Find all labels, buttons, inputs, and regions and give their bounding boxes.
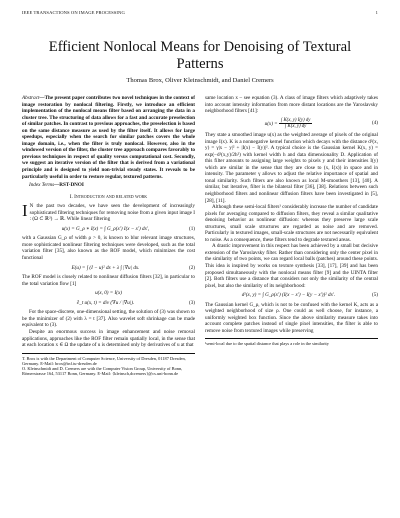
equation-5-body: d²(x, y) = ∫ G_ρ(x′) (I(x − x′) − I(y − x′))² dx′. [241,292,336,299]
equation-1-number: (1) [189,225,195,232]
footnote-author-1: T. Brox is with the Department of Computer Science, University of Dresden, 01187 Dresden, Germany. E-Mail: brox@inf.tu-dresden.de [22,355,186,366]
footnote-semi-local: ¹semi-local due to the spatial distance that plays a role in the similarity [205,338,378,346]
intro-paragraph-4: For the space-discrete, one-dimensional setting, the solution of (3) was shown to be the minimizer of (2) with λ = t [37]. Also wavelet soft shrinkage can be made equivalent to (3). [22,309,195,329]
equation-1-body: u(x) = G_ρ ∗ I(x) = ∫ G_ρ(x′) I(x − x′) dx′, [61,225,150,232]
right-column [205,95,378,347]
equation-4-numerator: ∫ K(x, y) I(y) dy [280,117,311,123]
equation-4-lhs: u(x) = [264,120,278,127]
left-column [22,95,195,377]
equation-4 [205,118,378,129]
abstract-label: Abstract [22,95,40,101]
equation-2 [22,265,195,272]
equation-3a [22,290,195,297]
right-paragraph-1: same location x – see equation (3). A class of image filters which adaptively takes into account intensity information from more distant locations are the Yaroslavsky neighborhood filters [41]: [205,95,378,115]
index-terms-text: —RST-DNOI [54,182,84,189]
index-terms-label: Index Terms [29,182,55,189]
running-header [22,10,378,18]
intro-paragraph-3: The ROF model is closely related to nonlinear diffusion filters [32], in particular to the total variation flow [1] [22,274,195,287]
abstract [22,95,195,180]
right-paragraph-4: A drastic improvement in this respect has been achieved by a small but decisive extension of the Yaroslavsky filter. Rather than considering only the center pixel in the similarity of two points, we can regard local balls (patches) around these points. This idea is inspired by works on texture synthesis [33], [17], [39] and has been proposed simultaneously with the nonlocal means filter [9] and the UINTA filter [2]. Both filters use a distance that considers not only the similarity of the central pixel, but also the similarity of its neighborhood: [205,243,378,289]
right-paragraph-5: The Gaussian kernel G_ρ, which is not to be confused with the kernel K, acts as a weighted neighborhood of size ρ. One could as well choose, for instance, a uniformly weighted box function. Since the above similarity measure takes into account complete patches instead of single pixel intensities, the filter is able to remove noise from textured images while preserving [205,301,378,334]
equation-5-number: (5) [372,292,378,299]
equation-4-denominator: ∫ K(x, y) dy [285,123,307,129]
paper-title: Efficient Nonlocal Means for Denoising of Textural Patterns [48,39,352,72]
equation-3b [22,300,195,307]
section-heading: I. Introduction and related work [69,193,148,200]
page-number: 1 [375,10,378,15]
journal-name: IEEE TRANSACTIONS ON IMAGE PROCESSING [22,10,125,15]
intro-paragraph-2: with a Gaussian G_ρ of width ρ > 0, is known to blur relevant image structures, more sophisticated nonlinear filtering techniques were developed, such as the total variation filter [35], also known as the ROF model, which minimizes the cost functional [22,235,195,262]
right-paragraph-3: Although these semi-local filters¹ considerably increase the number of candidate pixels for averaging compared to diffusion filters, they reveal a similar qualitative denoising behavior as nonlinear diffusion: whereas they preserve large scale structures, small scale structures are regarded as noise and are removed. Particularly in textured images, small-scale structures are not necessarily equivalent to noise. As a consequence, these filters tend to degrade textured areas. [205,204,378,243]
equation-4-fraction [279,118,312,129]
equation-3-number: (3) [189,299,195,306]
equation-4-body [205,118,372,129]
equation-1 [22,226,195,233]
right-paragraph-2: They state a smoothed image u(x) as the weighted average of pixels of the original image I(x). K is a nonnegative kernel function which decays with the distance d²(x, y) = γ|x − y|² + |I(x) − I(y)|². A typical choice is the Gaussian kernel K(x, y) = exp(−d²(x,y)/2h²) with kernel width h and data dimensionality D. Application of this filter amounts to assigning large weights to pixels y and their intensities I(y) which are similar in the sense that they are close to (x, I(x)) in space and in intensity. The parameter γ allows to adjust the relative importance of spatial and tonal similarity. Such filters are also known as local M-smoothers [13], [40]. A similar, but iterative, filter is the bilateral filter [36], [38]. Relations between such neighborhood filters and nonlinear diffusion filters have been investigated in [5], [28], [11]. [205,132,378,204]
equation-3a-body: u(x, 0) = I(x) [95,290,122,297]
intro-paragraph-1 [22,203,195,223]
footnote-author-2: O. Kleinschmidt and D. Cremers are with the Computer Vision Group, University of Bonn, Römerstrasse 164, 53117 Bonn, Germany. E-Mail: {kleinsch,dcremers}@cs.uni-bonn.de [22,366,183,377]
index-terms [22,182,195,189]
equation-4-number: (4) [372,120,378,127]
equation-3b-body: ∂_t u(x, t) = div (∇u / |∇u|). [76,299,135,306]
equation-2-number: (2) [189,264,195,271]
drop-cap: I [22,201,28,221]
equation-5 [205,292,378,299]
intro-paragraph-1-text: N the past two decades, we have seen the development of increasingly sophisticated filtering techniques for removing noise from a given input image I : (Ω ⊂ ℝ²) → ℝ. While linear filtering [29,203,195,223]
authors: Thomas Brox, Oliver Kleinschmidt, and Daniel Cremers [126,77,274,84]
abstract-text: —The present paper contributes two novel techniques in the context of image restoration by nonlocal filtering. Firstly, we introduce an efficient implementation of the nonlocal means filter based on arranging the data in a cluster tree. The structuring of data allows for a fast and accurate preselection of similar patches. In contrast to previous approaches, the preselection is based on the same distance measure as used by the filter itself. It allows for large speedups, especially when the search for similar patches covers the whole image domain, i.e., when the filter is truly nonlocal. However, also in the windowed version of the filter, the cluster tree approach compares favorably to previous techniques in respect of quality versus computational cost. Secondly, we suggest an iterative version of the filter that is derived from a variational principle and is designed to yield non-trivial steady states. It reveals to be particularly useful in order to restore regular, textured patterns. [22,95,195,180]
equation-2-body: E(u) = ∫ (I − u)² dx + λ ∫ |∇u| dx. [71,264,140,271]
footnotes-affiliation [22,353,195,377]
intro-paragraph-5: Despite an enormous success in image enhancement and noise removal applications, approaches like the ROF filter remain spatially local, in the sense that at each location x ∈ Ω the update of u is determined only by derivatives of u at that [22,328,195,349]
